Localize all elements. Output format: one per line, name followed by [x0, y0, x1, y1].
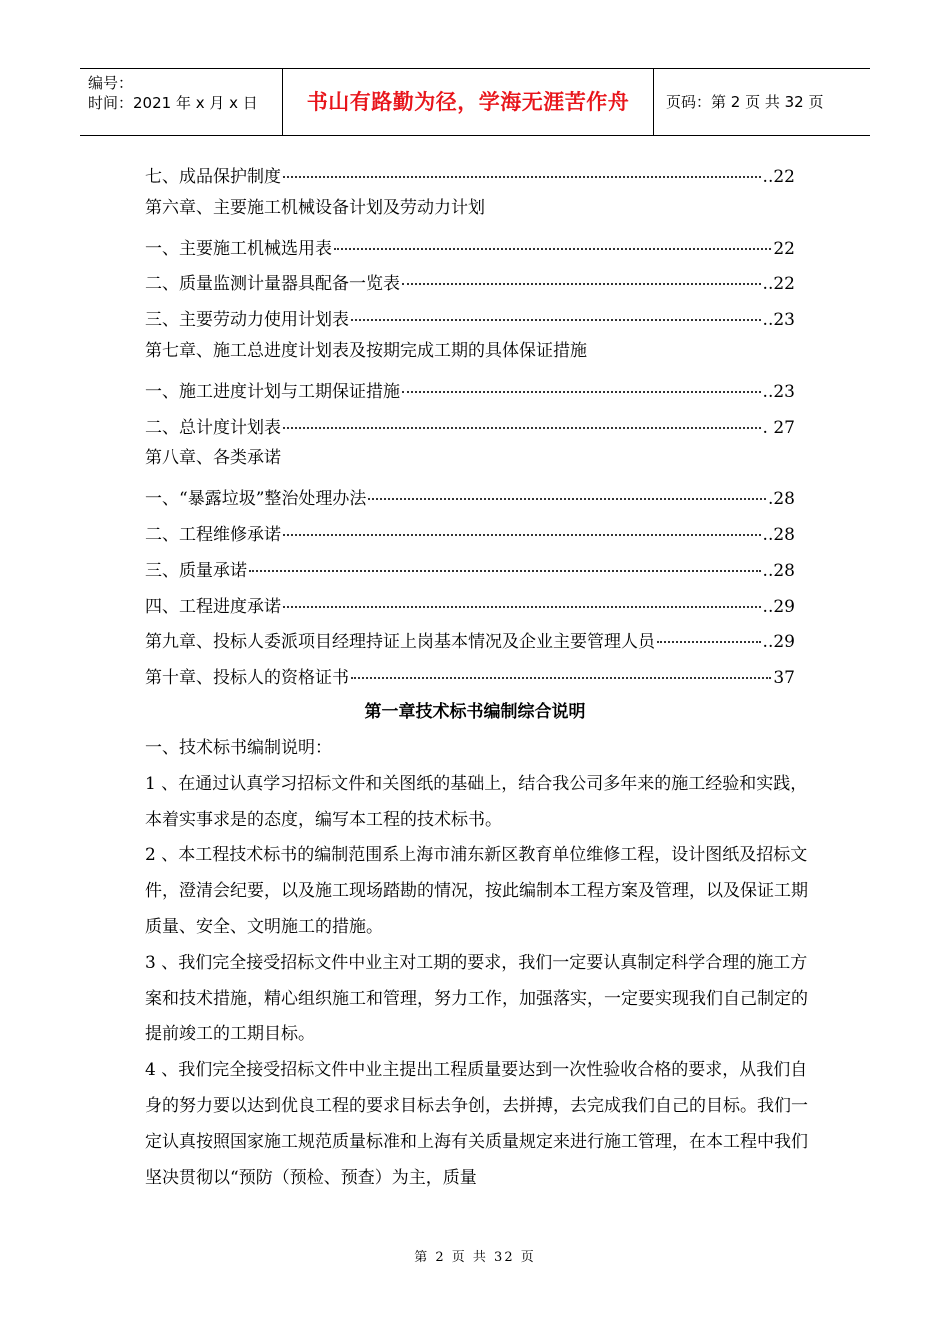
toc-page-number: .28 [767, 489, 795, 510]
page-header [80, 68, 870, 136]
toc-entry-label: 二、质量监测计量器具配备一览表 [145, 274, 400, 295]
toc-leader-dots [283, 403, 761, 429]
toc-entry [145, 192, 795, 228]
body-text [145, 731, 810, 1196]
body-paragraph: 2 、本工程技术标书的编制范围系上海市浦东新区教育单位维修工程，设计图纸及招标文件，澄清会纪要，以及施工现场踏勘的情况，按此编制本工程方案及管理，以及保证工期质量、安全、文明施工的措施。 [145, 845, 808, 937]
toc-page-number: ..23 [762, 381, 795, 402]
toc-leader-dots [351, 653, 771, 679]
toc-entry-label: 二、总计度计划表 [145, 417, 281, 438]
toc-page-number: ..28 [762, 524, 795, 545]
toc-page-number: . 27 [762, 417, 795, 438]
toc-entry [145, 299, 795, 335]
toc-leader-dots [283, 510, 761, 536]
number-label: 编号： [88, 74, 134, 92]
toc-entry [145, 263, 795, 299]
toc-entry-label: 四、工程进度承诺 [145, 596, 281, 617]
chapter-title: 第一章技术标书编制综合说明 [364, 702, 586, 722]
toc-entry [145, 407, 795, 443]
toc-page-number: ..28 [762, 560, 795, 581]
toc-leader-dots [283, 152, 761, 178]
toc-entry [145, 514, 795, 550]
toc-leader-dots [283, 582, 761, 608]
toc-page-number: ..29 [762, 632, 795, 653]
body-paragraph: 3 、我们完全接受招标文件中业主对工期的要求，我们一定要认真制定科学合理的施工方案和技术措施，精心组织施工和管理，努力工作，加强落实，一定要实现我们自己制定的提前竣工的工期目标。 [145, 952, 808, 1045]
toc-entry-label: 一、“暴露垃圾”整治处理办法 [145, 489, 367, 510]
toc-entry-label: 一、主要施工机械选用表 [145, 238, 332, 259]
toc-entry [145, 657, 795, 693]
toc-page-number: ..22 [762, 167, 795, 187]
toc-entry-label: 二、工程维修承诺 [145, 524, 281, 545]
toc-leader-dots [402, 259, 761, 285]
toc-entry [145, 335, 795, 371]
toc-leader-dots [351, 295, 761, 321]
toc-leader-dots [402, 367, 761, 393]
toc-entry-label: 三、质量承诺 [145, 560, 247, 581]
toc-entry [145, 442, 795, 478]
toc-entry-label: 第七章、施工总进度计划表及按期完成工期的具体保证措施 [145, 340, 587, 361]
toc-page-number: 37 [773, 668, 795, 689]
body-paragraph: 4 、我们完全接受招标文件中业主提出工程质量要达到一次性验收合格的要求，从我们自身的努力要以达到优良工程的要求目标去争创，去拼搏，去完成我们自己的目标。我们一定认真按照国家施工规范质量标准和上海有关质量规定来进行施工管理，在本工程中我们坚决贯彻以“预防（预检、预查）为主，质量 [145, 1060, 808, 1188]
toc-entry-label: 三、主要劳动力使用计划表 [145, 310, 349, 331]
toc-entry [145, 621, 795, 657]
toc-entry-label: 第六章、主要施工机械设备计划及劳动力计划 [145, 197, 485, 218]
toc-leader-dots [657, 617, 761, 643]
body-paragraph: 1 、在通过认真学习招标文件和关图纸的基础上，结合我公司多年来的施工经验和实践，本着实事求是的态度，编写本工程的技术标书。 [145, 773, 808, 830]
toc-entry-label: 第九章、投标人委派项目经理持证上岗基本情况及企业主要管理人员 [145, 632, 655, 653]
toc-entry [145, 478, 795, 514]
toc-entry-label: 一、施工进度计划与工期保证措施 [145, 381, 400, 402]
toc-entry [145, 371, 795, 407]
toc-entry-label: 第十章、投标人的资格证书 [145, 668, 349, 689]
toc-page-number: 22 [773, 238, 795, 259]
page-footer: 第 2 页 共 32 页 [414, 1250, 536, 1265]
toc-leader-dots [249, 546, 761, 572]
body-paragraph: 一、技术标书编制说明： [145, 738, 332, 758]
toc-entry [145, 228, 795, 264]
header-page-info: 页码：第 2 页 共 32 页 [666, 93, 824, 111]
toc-page-number: ..29 [762, 596, 795, 617]
toc-leader-dots [368, 474, 766, 500]
date-label: 时间：2021 年 x 月 x 日 [88, 94, 258, 112]
toc-leader-dots [334, 224, 771, 250]
table-of-contents [145, 156, 795, 693]
header-motto: 书山有路勤为径，学海无涯苦作舟 [282, 69, 654, 135]
toc-entry [145, 586, 795, 622]
toc-page-number: ..22 [762, 274, 795, 295]
header-meta [80, 69, 282, 135]
toc-entry [145, 550, 795, 586]
toc-entry [145, 156, 795, 192]
toc-page-number: ..23 [762, 310, 795, 331]
toc-entry-label: 第八章、各类承诺 [145, 448, 281, 469]
toc-entry-label: 七、成品保护制度 [145, 167, 281, 187]
